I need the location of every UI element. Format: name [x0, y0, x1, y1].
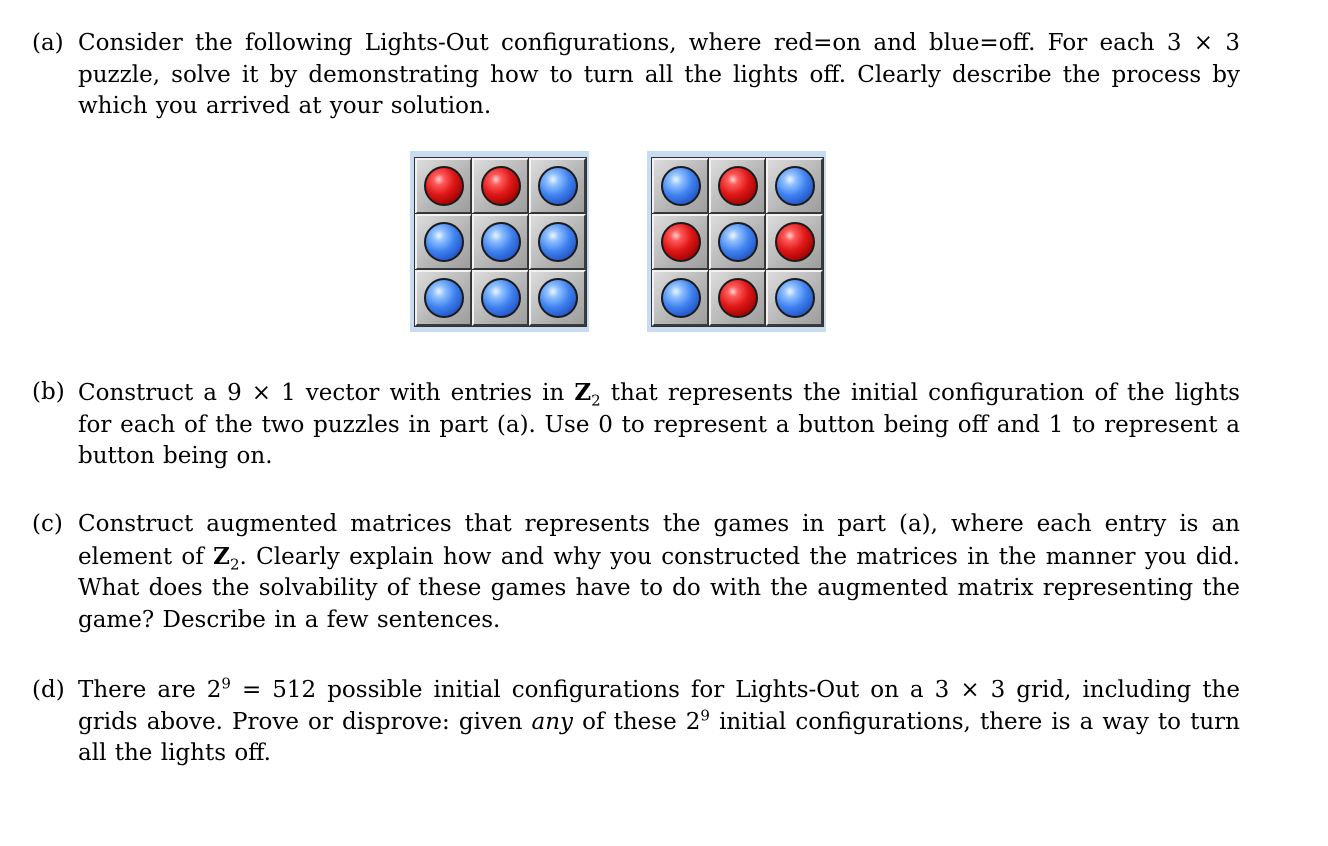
part-d-exponent-2: 9: [700, 705, 710, 724]
part-b-label: (b): [32, 379, 65, 405]
puzzle-1-button-r1c2[interactable]: [472, 158, 529, 214]
puzzle-1-grid: [410, 151, 589, 332]
puzzle-2-button-r2c1[interactable]: [652, 214, 709, 270]
light-off-icon: [538, 222, 578, 262]
part-d-text: [78, 675, 1240, 770]
puzzle-1-button-r2c1[interactable]: [415, 214, 472, 270]
light-off-icon: [481, 278, 521, 318]
light-off-icon: [775, 278, 815, 318]
puzzle-2-button-r1c3[interactable]: [766, 158, 823, 214]
part-c-text: [78, 509, 1240, 636]
light-off-icon: [661, 166, 701, 206]
puzzle-2-button-r3c1[interactable]: [652, 270, 709, 326]
part-d-text-4: initial configurations, there is a way to turn all the lights off.: [78, 708, 1240, 766]
part-c-label: (c): [32, 511, 63, 537]
part-a-label: (a): [32, 30, 64, 56]
puzzle-1-button-r3c2[interactable]: [472, 270, 529, 326]
part-a: [32, 28, 1240, 123]
part-d: [32, 675, 1240, 770]
puzzle-2-button-r1c1[interactable]: [652, 158, 709, 214]
light-off-icon: [481, 222, 521, 262]
puzzle-1-button-r1c3[interactable]: [529, 158, 586, 214]
part-c-text-1: Construct augmented matrices that represents the games in part (a), where each entry is an element of: [78, 511, 1240, 570]
part-d-text-3: of these 2: [573, 708, 701, 735]
part-b-text: [78, 377, 1240, 473]
part-b-text-2: that represents the initial configuration of the lights for each of the two puzzles in part (a). Use 0 to represent a button being off and 1 to represent a button being on.: [78, 380, 1240, 469]
puzzle-2-button-r2c3[interactable]: [766, 214, 823, 270]
part-b-text-1: Construct a 9 × 1 vector with entries in: [78, 380, 575, 406]
part-c: [32, 509, 1240, 636]
part-d-emphasis: any: [531, 708, 574, 735]
puzzle-1-button-r2c3[interactable]: [529, 214, 586, 270]
light-off-icon: [424, 278, 464, 318]
part-c-integers-symbol: Z: [213, 542, 230, 570]
light-off-icon: [718, 222, 758, 262]
light-on-icon: [424, 166, 464, 206]
puzzle-1-button-r2c2[interactable]: [472, 214, 529, 270]
light-off-icon: [775, 166, 815, 206]
part-c-text-2: . Clearly explain how and why you constructed the matrices in the manner you did. What does the solvability of these games have to do with the augmented matrix representing the game? Describe in a few sentences.: [78, 543, 1240, 633]
light-on-icon: [481, 166, 521, 206]
part-d-text-1: There are 2: [78, 677, 222, 703]
light-on-icon: [661, 222, 701, 262]
light-on-icon: [718, 278, 758, 318]
part-d-exponent-1: 9: [221, 674, 231, 693]
light-on-icon: [718, 166, 758, 206]
part-a-text-1: Consider the following Lights-Out configurations, where red=on and blue=off. For each 3 × 3 puzzle, solve it by demonstrating how to turn all the lights off. Clearly describe the process by which you arrived at your solution.: [78, 30, 1240, 119]
puzzle-2-button-r3c2[interactable]: [709, 270, 766, 326]
light-off-icon: [424, 222, 464, 262]
light-off-icon: [538, 278, 578, 318]
puzzle-1-button-r3c1[interactable]: [415, 270, 472, 326]
light-off-icon: [661, 278, 701, 318]
light-off-icon: [538, 166, 578, 206]
puzzle-2-grid: [647, 151, 826, 332]
part-c-integers-subscript: 2: [229, 555, 240, 574]
puzzle-1-button-r1c1[interactable]: [415, 158, 472, 214]
part-a-text: [78, 28, 1240, 123]
puzzle-1-button-r3c3[interactable]: [529, 270, 586, 326]
part-d-text-2: = 512 possible initial configurations for Lights-Out on a 3 × 3 grid, including the grids above. Prove or disprove: given: [78, 677, 1240, 735]
part-d-label: (d): [32, 677, 65, 703]
part-b-integers-symbol: Z: [574, 379, 592, 406]
light-on-icon: [775, 222, 815, 262]
puzzle-2-button-r1c2[interactable]: [709, 158, 766, 214]
puzzle-2-button-r3c3[interactable]: [766, 270, 823, 326]
part-b-integers-subscript: 2: [591, 391, 601, 410]
part-b: [32, 377, 1240, 473]
puzzle-2-button-r2c2[interactable]: [709, 214, 766, 270]
